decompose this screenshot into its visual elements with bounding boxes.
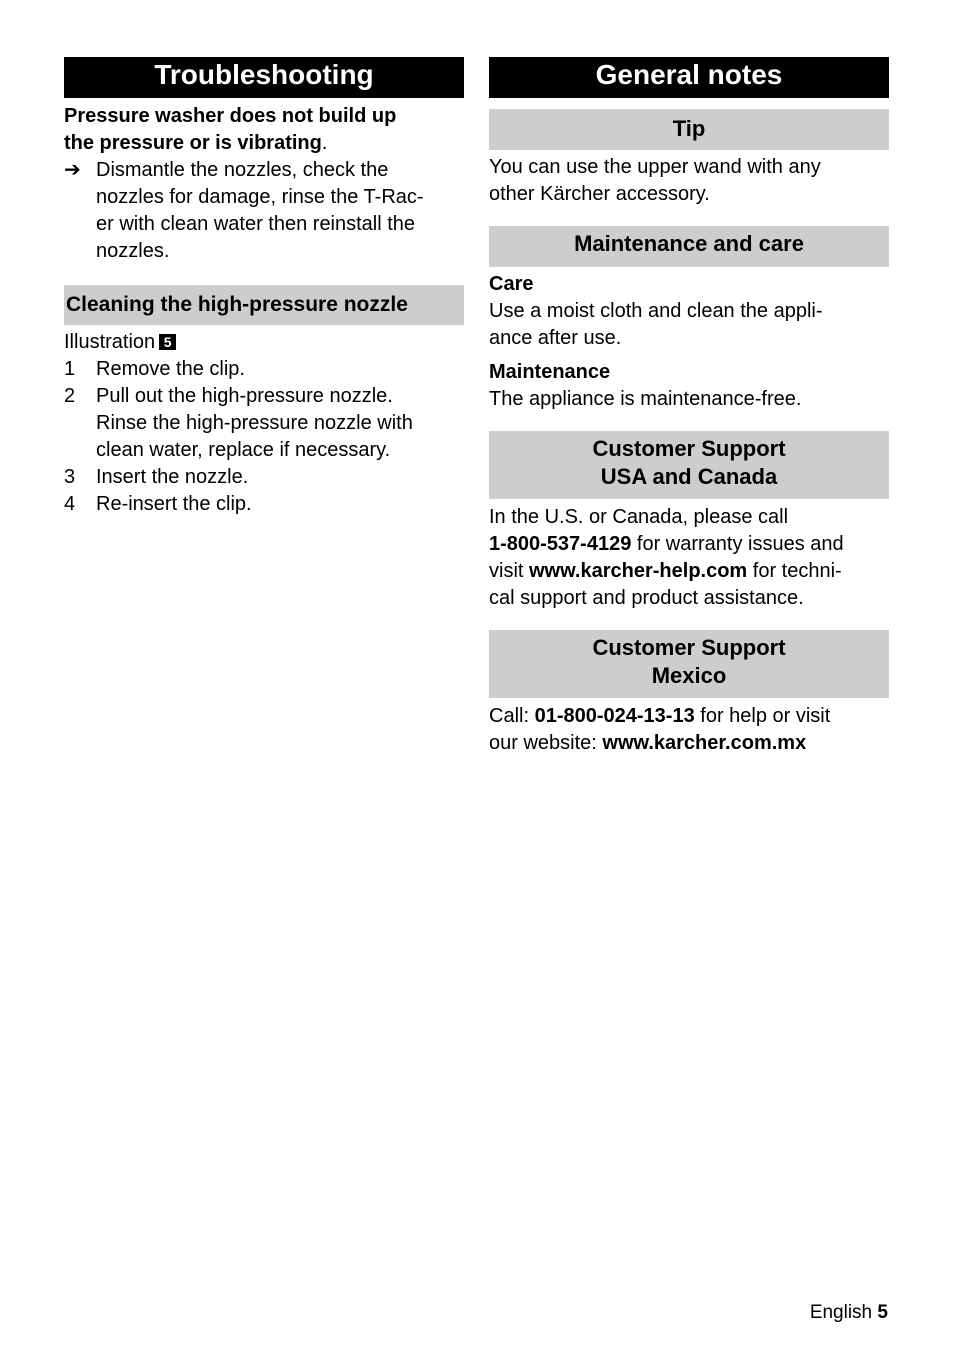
list-item bbox=[64, 464, 464, 491]
mexico-support-link[interactable]: www.karcher.com.mx bbox=[602, 732, 807, 754]
list-item bbox=[64, 383, 464, 464]
tip-line: other Kärcher accessory. bbox=[489, 183, 710, 205]
support-usa-line1: In the U.S. or Canada, please call bbox=[489, 506, 789, 528]
support-usa-heading bbox=[489, 431, 889, 499]
support-mexico-heading-line2: Mexico bbox=[651, 663, 727, 688]
page-footer bbox=[810, 1301, 888, 1325]
problem-title-end: . bbox=[321, 132, 328, 154]
care-line: Use a moist cloth and clean the appli- bbox=[489, 300, 823, 322]
page-number: 5 bbox=[877, 1302, 888, 1323]
general-notes-column bbox=[489, 57, 889, 757]
support-mexico-line2 bbox=[489, 730, 889, 757]
step-text: Re-insert the clip. bbox=[96, 493, 252, 515]
support-mexico-line1-pre: Call: bbox=[489, 705, 535, 727]
solution-line: er with clean water then reinstall the bbox=[96, 213, 416, 235]
support-usa-line3-pre: visit bbox=[489, 560, 529, 582]
step-line: Pull out the high-pressure nozzle. bbox=[96, 385, 393, 407]
solution-line: Dismantle the nozzles, check the bbox=[96, 159, 389, 181]
step-number: 1 bbox=[64, 358, 76, 380]
step-number: 2 bbox=[64, 385, 76, 407]
support-usa-line2 bbox=[489, 531, 889, 558]
troubleshooting-column bbox=[64, 57, 464, 518]
support-mexico-line1-rest: for help or visit bbox=[694, 705, 831, 727]
problem-title-line2-wrap bbox=[64, 130, 464, 157]
list-item bbox=[64, 491, 464, 518]
step-text: Insert the nozzle. bbox=[96, 466, 249, 488]
care-line: ance after use. bbox=[489, 327, 622, 349]
illustration-label: Illustration bbox=[64, 331, 156, 353]
solution-text bbox=[96, 157, 464, 265]
support-usa-line2-rest: for warranty issues and bbox=[631, 533, 844, 555]
troubleshooting-heading: Troubleshooting bbox=[64, 57, 464, 98]
problem-title-line2: the pressure or is vibrating bbox=[64, 132, 322, 154]
tip-heading: Tip bbox=[489, 109, 889, 150]
support-usa-text bbox=[489, 504, 889, 612]
usa-phone-number: 1-800-537-4129 bbox=[489, 533, 632, 555]
support-mexico-heading-line1: Customer Support bbox=[592, 635, 786, 660]
maintenance-care-heading: Maintenance and care bbox=[489, 226, 889, 267]
illustration-number-badge: 5 bbox=[159, 334, 176, 350]
step-number: 3 bbox=[64, 466, 76, 488]
step-text bbox=[96, 383, 464, 464]
support-mexico-text bbox=[489, 703, 889, 757]
problem-title-line1: Pressure washer does not build up bbox=[64, 105, 397, 127]
usa-support-link[interactable]: www.karcher-help.com bbox=[529, 560, 748, 582]
support-usa-heading-line2: USA and Canada bbox=[600, 464, 778, 489]
step-line: Rinse the high-pressure nozzle with bbox=[96, 412, 413, 434]
solution-item bbox=[64, 157, 464, 265]
step-text: Remove the clip. bbox=[96, 358, 245, 380]
illustration-ref bbox=[64, 329, 464, 356]
mexico-phone-number: 01-800-024-13-13 bbox=[534, 705, 695, 727]
problem-block bbox=[64, 103, 464, 265]
solution-line: nozzles. bbox=[96, 240, 170, 262]
tip-text bbox=[489, 154, 889, 208]
step-number: 4 bbox=[64, 493, 76, 515]
care-subheading: Care bbox=[489, 273, 534, 295]
cleaning-steps bbox=[64, 329, 464, 518]
support-mexico-line2-pre: our website: bbox=[489, 732, 603, 754]
solution-line: nozzles for damage, rinse the T-Rac- bbox=[96, 186, 424, 208]
general-notes-heading: General notes bbox=[489, 57, 889, 98]
support-mexico-heading bbox=[489, 630, 889, 698]
footer-language: English bbox=[809, 1302, 873, 1323]
support-usa-line3 bbox=[489, 558, 889, 585]
cleaning-nozzle-heading: Cleaning the high-pressure nozzle bbox=[64, 285, 464, 325]
tip-line: You can use the upper wand with any bbox=[489, 156, 821, 178]
support-usa-line4: cal support and product assistance. bbox=[489, 587, 804, 609]
support-usa-line3-rest: for techni- bbox=[747, 560, 842, 582]
maintenance-text: The appliance is maintenance-free. bbox=[489, 388, 802, 410]
arrow-right-icon: ➔ bbox=[64, 159, 81, 181]
list-item bbox=[64, 356, 464, 383]
support-usa-heading-line1: Customer Support bbox=[592, 436, 786, 461]
maintenance-subheading: Maintenance bbox=[489, 361, 611, 383]
step-line: clean water, replace if necessary. bbox=[96, 439, 391, 461]
care-section bbox=[489, 271, 889, 413]
support-mexico-line1 bbox=[489, 703, 889, 730]
